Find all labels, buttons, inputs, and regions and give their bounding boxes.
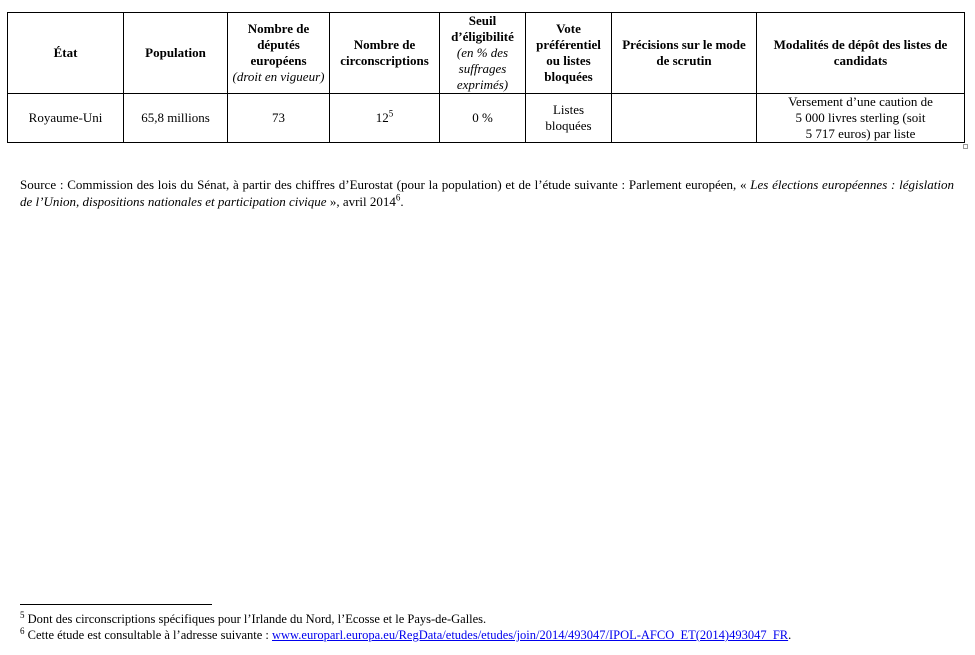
footnote-ref-5[interactable]: 5 [388, 108, 394, 119]
footnote-5: $^5$ Dont des circonscriptions spécifiques pour l’Irlande du Nord, l’Ecosse et le Pays-de-Galles. [20, 609, 487, 626]
header-seuil: Seuil d’éligibilité (en % des suffrages exprimés) [440, 13, 526, 94]
source-paragraph: Source : Commission des lois du Sénat, à partir des chiffres d’Eurostat (pour la population) et de l’étude suivante : Parlement européen, « Les élections européennes : législation de l’Union, dispositions nationales et participation civique », avril 2014$^6$. [20, 177, 954, 209]
header-modalites: Modalités de dépôt des listes de candidats [757, 13, 965, 94]
cell-deputes: 73 [228, 94, 330, 143]
table-row [8, 94, 965, 143]
header-vote: Vote préférentiel ou listes bloquées [526, 13, 612, 94]
header-seuil-note: (en % des suffrages exprimés) [456, 45, 509, 92]
header-deputes: Nombre de députés européens (droit en vigueur) [228, 13, 330, 94]
footnote-6-number: 6 [20, 625, 25, 636]
cell-circonscriptions: $12^5$ [330, 94, 440, 143]
cell-precisions [612, 94, 757, 143]
footnote-5-number: 5 [20, 609, 25, 620]
header-precisions: Précisions sur le mode de scrutin [612, 13, 757, 94]
cell-seuil: 0 % [440, 94, 526, 143]
footnote-6: $^6$ Cette étude est consultable à l’adresse suivante : www.europarl.europa.eu/RegData/etudes/etudes/join/2014/493047/IPOL-AFCO_ET(2014)493047_FR. [20, 625, 792, 642]
footnote-separator [20, 604, 212, 605]
cell-modalites: Versement d’une caution de 5 000 livres sterling (soit 5 717 euros) par liste [757, 94, 965, 143]
header-deputes-note: (droit en vigueur) [232, 69, 325, 84]
cell-etat: Royaume-Uni [8, 94, 124, 143]
footnote-ref-6[interactable]: 6 [395, 192, 401, 203]
europarl-study-link[interactable]: www.europarl.europa.eu/RegData/etudes/etudes/join/2014/493047/IPOL-AFCO_ET(2014)493047_FR [272, 628, 789, 642]
header-etat: État [8, 13, 124, 94]
header-circonscriptions: Nombre de circonscriptions [330, 13, 440, 94]
table-header-row [8, 13, 965, 94]
cell-population: 65,8 millions [124, 94, 228, 143]
electoral-table [7, 12, 965, 143]
source-title: Les élections européennes : législation de l’Union, dispositions nationales et participation civique [20, 177, 954, 209]
cell-vote: Listes bloquées [526, 94, 612, 143]
header-population: Population [124, 13, 228, 94]
table-resize-handle[interactable] [963, 144, 968, 149]
